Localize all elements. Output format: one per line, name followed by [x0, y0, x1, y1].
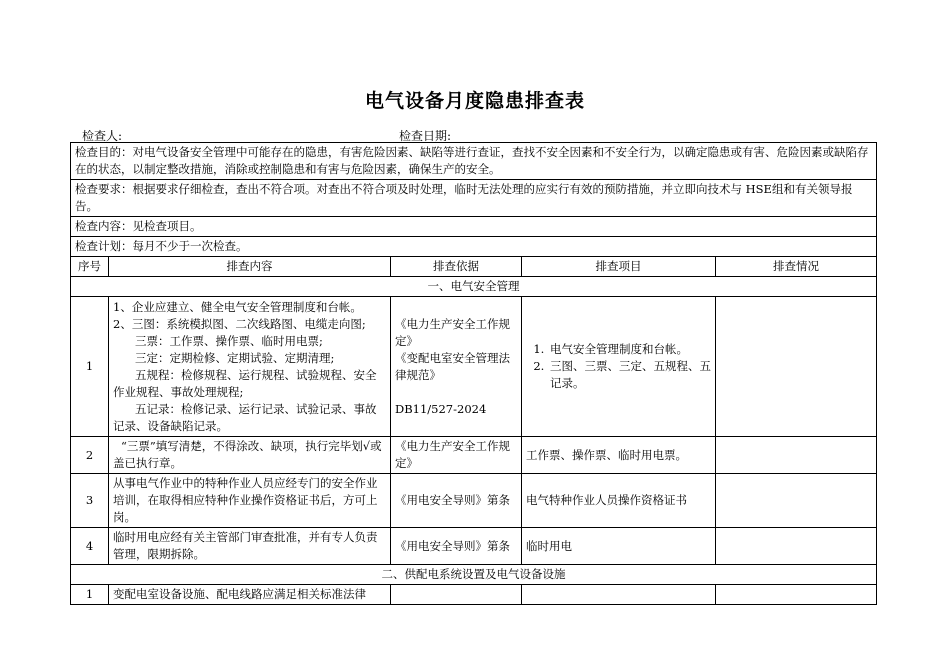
row-number: 1 — [71, 297, 109, 437]
basis-standard-code: DB11/527-2024 — [395, 401, 487, 416]
header-content: 排查内容 — [109, 257, 391, 277]
basis-line: 《变配电室安全管理法律规范》 — [395, 350, 510, 382]
requirement-row — [71, 180, 877, 217]
section-power-distribution-equipment: 二、供配电系统设置及电气设备设施 — [71, 565, 877, 585]
check-content — [109, 297, 391, 437]
table-row — [71, 297, 877, 437]
section-row — [71, 565, 877, 585]
items-list — [526, 341, 711, 392]
table-row — [71, 528, 877, 565]
check-status — [716, 297, 877, 437]
inspection-content: 检查内容：见检查项目。 — [71, 217, 877, 237]
check-status — [716, 437, 877, 474]
check-items: 临时用电 — [522, 528, 716, 565]
inspection-table — [70, 142, 877, 605]
check-items: 工作票、操作票、临时用电票。 — [522, 437, 716, 474]
inspector-label: 检查人: — [82, 129, 123, 143]
purpose-row — [71, 143, 877, 180]
check-items: 电气特种作业人员操作资格证书 — [522, 474, 716, 528]
check-basis: 《用电安全导则》第条 — [391, 528, 522, 565]
inspection-requirement: 检查要求：根据要求仔细检查，查出不符合项。对查出不符合项及时处理，临时无法处理的应实行有效的预防措施，并立即向技术与 HSE组和有关领导报告。 — [71, 180, 877, 217]
header-no: 序号 — [71, 257, 109, 277]
inspection-purpose: 检查目的：对电气设备安全管理中可能存在的隐患，有害危险因素、缺陷等进行查证，查找不安全因素和不安全行为，以确定隐患或有害、危险因素或缺陷存在的状态，以制定整改措施，消除或控制隐患和有害与危险因素，确保生产的安全。 — [71, 143, 877, 180]
section-electrical-safety-management: 一、电气安全管理 — [71, 277, 877, 297]
content-line: 三票：工作票、操作票、临时用电票; — [135, 333, 323, 348]
content-line: 五记录：检修记录、运行记录、试验记录、事故记录、设备缺陷记录。 — [113, 401, 377, 433]
table-row — [71, 474, 877, 528]
content-line: 三定：定期检修、定期试验、定期清理; — [135, 350, 335, 365]
content-line: 1、企业应建立、健全电气安全管理制度和台帐。 — [113, 299, 362, 314]
check-basis: 《电力生产安全工作规定》 — [391, 437, 522, 474]
check-items — [522, 585, 716, 605]
inspection-date-label: 检查日期: — [399, 129, 452, 143]
header-items: 排查项目 — [522, 257, 716, 277]
check-status — [716, 474, 877, 528]
row-number: 3 — [71, 474, 109, 528]
check-status — [716, 585, 877, 605]
check-content: “三票”填写清楚，不得涂改、缺项，执行完毕划√或盖已执行章。 — [109, 437, 391, 474]
check-basis: 《用电安全导则》第条 — [391, 474, 522, 528]
header-basis: 排查依据 — [391, 257, 522, 277]
check-content: 变配电室设备设施、配电线路应满足相关标准法律 — [109, 585, 391, 605]
content-line: 五规程：检修规程、运行规程、试验规程、安全作业规程、事故处理规程; — [113, 367, 377, 399]
table-row — [71, 585, 877, 605]
plan-row — [71, 237, 877, 257]
section-row — [71, 277, 877, 297]
check-items — [522, 297, 716, 437]
list-item: 2. 三图、三票、三定、五规程、五记录。 — [548, 358, 711, 392]
header-status: 排查情况 — [716, 257, 877, 277]
basis-line: 《电力生产安全工作规定》 — [395, 316, 510, 348]
check-status — [716, 528, 877, 565]
header-row — [71, 257, 877, 277]
row-number: 1 — [71, 585, 109, 605]
table-row — [71, 437, 877, 474]
inspection-plan: 检查计划：每月不少于一次检查。 — [71, 237, 877, 257]
list-item: 1. 电气安全管理制度和台帐。 — [548, 341, 711, 358]
content-line: 2、三图：系统模拟图、二次线路图、电缆走向图; — [113, 316, 366, 331]
content-row — [71, 217, 877, 237]
check-basis — [391, 297, 522, 437]
row-number: 4 — [71, 528, 109, 565]
check-content: 从事电气作业中的特种作业人员应经专门的安全作业培训，在取得相应特种作业操作资格证书后，方可上岗。 — [109, 474, 391, 528]
check-basis — [391, 585, 522, 605]
document-title: 电气设备月度隐患排查表 — [364, 90, 585, 112]
row-number: 2 — [71, 437, 109, 474]
check-content: 临时用电应经有关主管部门审查批准，并有专人负责管理，限期拆除。 — [109, 528, 391, 565]
